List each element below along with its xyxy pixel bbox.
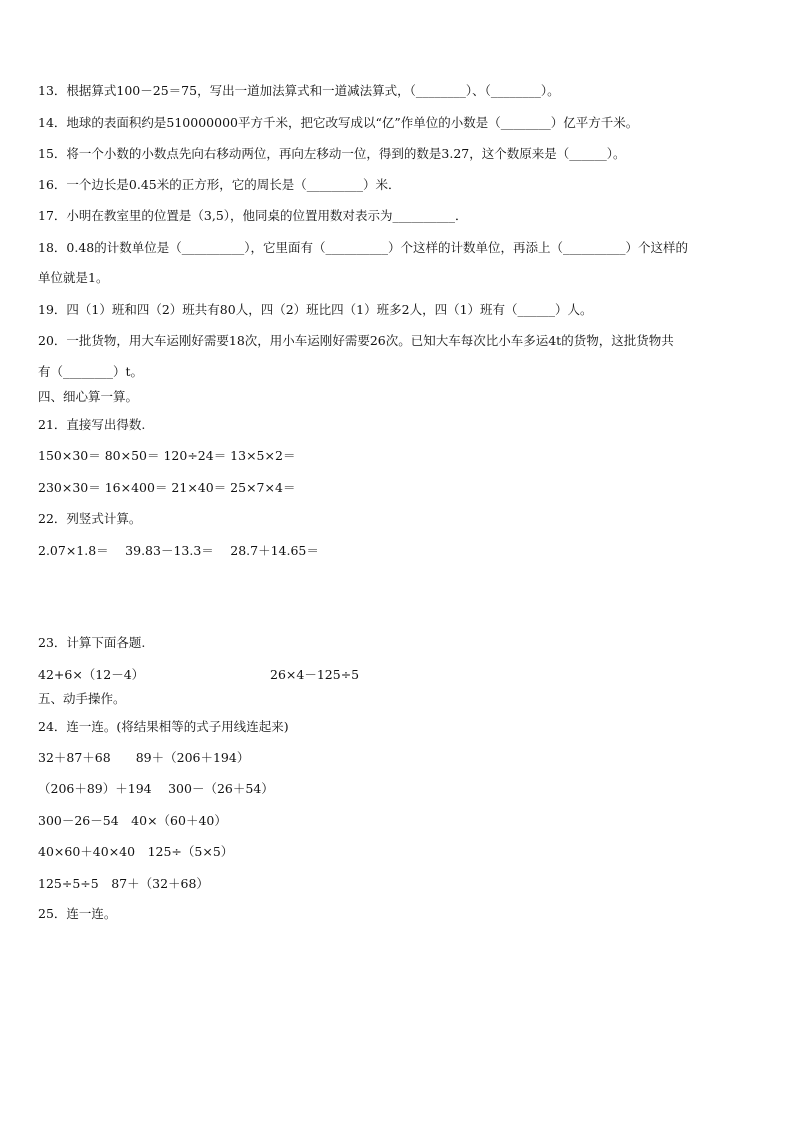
question-25-title: 25．连一连。 <box>38 906 117 921</box>
question-24-row-3: 300－26－54 40×（60＋40） <box>38 813 227 828</box>
question-23-expression-1: 42+6×（12－4） <box>38 667 145 682</box>
question-18-line-2: 单位就是1。 <box>38 270 109 285</box>
question-20-line-1: 20．一批货物，用大车运刚好需要18次，用小车运刚好需要26次。已知大车每次比小车多运4t的货物，这批货物共 <box>38 333 674 348</box>
question-24-row-2: （206＋89）＋194 300－（26＋54） <box>38 781 274 796</box>
question-24-row-5: 125÷5÷5 87＋（32＋68） <box>38 876 209 891</box>
section-five-heading: 五、动手操作。 <box>38 691 126 706</box>
question-21-title: 21．直接写出得数. <box>38 417 146 432</box>
question-19: 19．四（1）班和四（2）班共有80人，四（2）班比四（1）班多2人，四（1）班有（______）人。 <box>38 302 593 317</box>
question-21-row-2: 230×30＝ 16×400＝ 21×40＝ 25×7×4＝ <box>38 480 296 495</box>
question-20-line-2: 有（________）t。 <box>38 364 144 379</box>
question-23-title: 23．计算下面各题. <box>38 635 146 650</box>
section-four-heading: 四、细心算一算。 <box>38 389 139 404</box>
question-13: 13．根据算式100－25＝75，写出一道加法算式和一道减法算式，（________）、（________）。 <box>38 83 560 98</box>
question-18-line-1: 18．0.48的计数单位是（__________），它里面有（__________）个这样的计数单位，再添上（__________）个这样的 <box>38 240 688 255</box>
question-14: 14．地球的表面积约是510000000平方千米，把它改写成以“亿”作单位的小数是（________）亿平方千米。 <box>38 115 639 130</box>
question-24-title: 24．连一连。(将结果相等的式子用线连起来) <box>38 719 289 734</box>
question-23-expression-2: 26×4－125÷5 <box>270 667 360 682</box>
question-16: 16．一个边长是0.45米的正方形，它的周长是（_________）米． <box>38 177 401 192</box>
question-15: 15．将一个小数的小数点先向右移动两位，再向左移动一位，得到的数是3.27，这个数原来是（______）。 <box>38 146 626 161</box>
question-21-row-1: 150×30＝ 80×50＝ 120÷24＝ 13×5×2＝ <box>38 448 296 463</box>
question-24-row-4: 40×60＋40×40 125÷（5×5） <box>38 844 234 859</box>
question-22-title: 22．列竖式计算。 <box>38 511 142 526</box>
question-17: 17．小明在教室里的位置是（3,5），他同桌的位置用数对表示为__________． <box>38 208 468 223</box>
question-24-row-1: 32＋87＋68 89＋（206＋194） <box>38 750 250 765</box>
question-22-row-1: 2.07×1.8＝ 39.83－13.3＝ 28.7＋14.65＝ <box>38 543 319 558</box>
